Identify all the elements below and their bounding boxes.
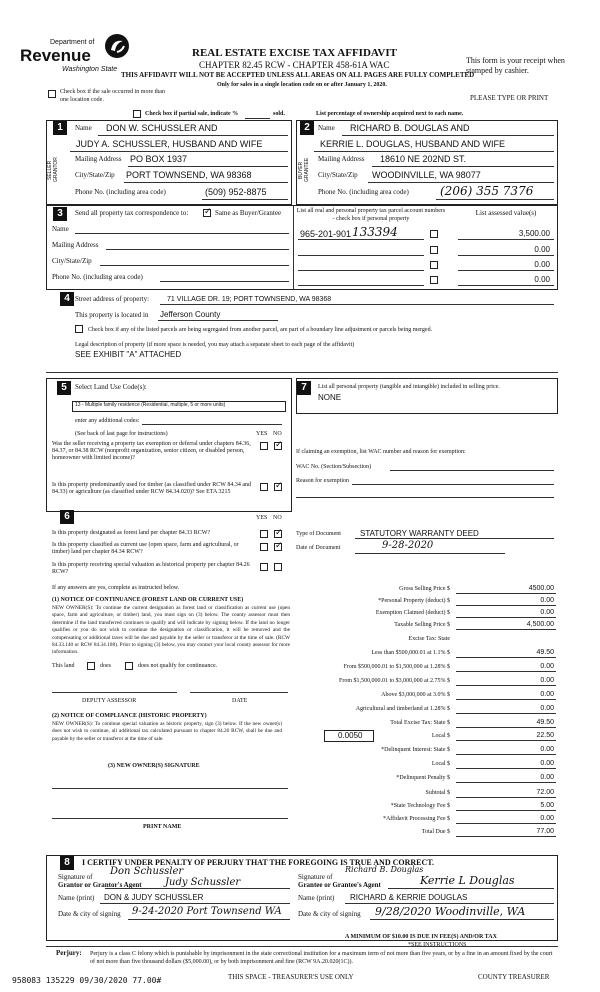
buyer-name-2[interactable]: KERRIE L. DOUGLAS, HUSBAND AND WIFE [320, 139, 506, 149]
legal-label: Legal description of property (if more space is needed, you may attach a separate sheet to each page of the affidavit) [75, 342, 355, 348]
grantee-signature-2[interactable]: Kerrie L Douglas [420, 874, 515, 887]
tax-row-value[interactable]: 72.00 [536, 789, 554, 796]
same-as-buyer-checkbox[interactable] [203, 209, 211, 217]
land-use-value: 13 - Multiple family residence (Residential, multiple, 5 or more units) [75, 402, 226, 408]
form-title: REAL ESTATE EXCISE TAX AFFIDAVIT [192, 47, 397, 59]
grantor-name-print-label: Name (print) [58, 894, 95, 902]
s6-q2-yes[interactable] [260, 543, 268, 551]
treasurer-space: THIS SPACE - TREASURER'S USE ONLY [228, 973, 354, 981]
doc-type-value[interactable]: STATUTORY WARRANTY DEED [360, 529, 479, 538]
send-correspondence-label: Send all property tax correspondence to: [75, 209, 189, 217]
tax-row-label: *State Technology Fee $ [390, 803, 450, 809]
multi-location-label: Check box if the sale occurred in more than one location code. [60, 89, 165, 103]
tax-row-value[interactable]: 0.00 [540, 677, 554, 684]
tax-row-value[interactable]: 22.50 [536, 732, 554, 739]
seller-mailing[interactable]: PO BOX 1937 [130, 154, 188, 164]
buyer-mailing[interactable]: 18610 NE 202ND ST. [380, 154, 467, 164]
perjury-text: Perjury is a class C felony which is punishable by imprisonment in the state correctional institution for a maximum term of not more than five years, or by a fine in an amount fixed by the court of not more than five thousand dollars ($5,000.00), or by both imprisonment and fine (RCW 9A.20.020(1C)). [90, 951, 553, 965]
s3-city-label: City/State/Zip [52, 257, 92, 265]
does-not-label: does not qualify for continuance. [138, 663, 218, 669]
pct-note: List percentage of ownership acquired next to each name. [316, 111, 464, 117]
assessor-date-label: DATE [232, 698, 248, 704]
please-type: PLEASE TYPE OR PRINT [470, 94, 549, 102]
assessed-value-3[interactable]: 0.00 [534, 260, 550, 269]
parcel-3-personal-checkbox[interactable] [430, 261, 438, 269]
parcel-4-personal-checkbox[interactable] [430, 276, 438, 284]
s6-no-header: NO [273, 515, 282, 521]
personal-property-value[interactable]: NONE [318, 393, 342, 402]
grantor-name-print[interactable]: DON & JUDY SCHUSSLER [104, 893, 204, 902]
local-rate[interactable]: 0.0050 [338, 731, 363, 740]
land-does-not-checkbox[interactable] [125, 662, 133, 670]
buyer-city[interactable]: WOODINVILLE, WA 98077 [372, 170, 481, 180]
parcel-1-handwritten[interactable]: 133394 [352, 225, 398, 239]
tax-row-value[interactable]: 0.00 [540, 597, 554, 604]
seller-phone-label: Phone No. (including area code) [75, 188, 166, 196]
tax-row-label: Local $ [431, 733, 450, 739]
tax-row-label: Total Excise Tax: State $ [390, 720, 450, 726]
s6-q3-yes[interactable] [260, 563, 268, 571]
section-6-number: 6 [60, 510, 74, 524]
grantor-sig-label: Signature of [58, 873, 93, 881]
see-back-label: (See back of last page for instructions) [75, 431, 168, 437]
assessed-value-2[interactable]: 0.00 [534, 245, 550, 254]
s5-yes-header: YES [256, 431, 268, 437]
buyer-name-1[interactable]: RICHARD B. DOUGLAS AND [350, 123, 470, 133]
new-owner-signature-label: (3) NEW OWNER(S) SIGNATURE [108, 763, 200, 769]
reason-label: Reason for exemption [296, 478, 349, 484]
section-3-number: 3 [53, 207, 67, 221]
tax-row-label: Taxable Selling Price $ [394, 622, 450, 628]
grantee-signature-1[interactable]: Richard B. Douglas [345, 865, 424, 874]
section-4-number: 4 [60, 292, 74, 306]
section-8-number: 8 [60, 856, 74, 870]
certify-statement: I CERTIFY UNDER PENALTY OF PERJURY THAT THE FOREGOING IS TRUE AND CORRECT. [82, 858, 435, 867]
does-label: does [100, 663, 111, 669]
s6-q2-no[interactable] [274, 543, 282, 551]
county-treasurer: COUNTY TREASURER [478, 973, 550, 981]
county[interactable]: Jefferson County [160, 310, 221, 319]
doc-type-label: Type of Document [296, 531, 341, 537]
notice-2-title: (2) NOTICE OF COMPLIANCE (HISTORIC PROPERTY) [52, 713, 207, 719]
s6-q3: Is this property receiving special valuation as historical property per chapter 84.26 RCW? [52, 562, 250, 575]
tax-row-label: *Affidavit Processing Fee $ [382, 816, 450, 822]
notice-2-body: NEW OWNER(S): To continue special valuation as historic property, sign (3) below. If the new owner(s) does not wish to continue, all additional tax calculated pursuant to chapter 84.26 RCW, shall be due and payable by the seller or transferor at the time of sale. [52, 721, 282, 742]
buyer-phone-label: Phone No. (including area code) [318, 188, 409, 196]
grantee-name-print[interactable]: RICHARD & KERRIE DOUGLAS [350, 893, 468, 902]
parcel-2-personal-checkbox[interactable] [430, 246, 438, 254]
perjury-label: Perjury: [56, 949, 82, 957]
receipt-note: This form is your receipt when stamped by cashier. [466, 56, 565, 75]
assessed-value-1[interactable]: 3,500.00 [518, 229, 550, 238]
this-land-label: This land [52, 663, 75, 669]
seller-phone[interactable]: (509) 952-8875 [205, 187, 267, 197]
buyer-city-label: City/State/Zip [318, 171, 358, 179]
section-5-number: 5 [57, 381, 71, 395]
s5-q2-no[interactable] [274, 483, 282, 491]
buyer-phone[interactable]: (206) 355 7376 [440, 184, 534, 198]
s3-phone-label: Phone No. (including area code) [52, 273, 143, 281]
form-only-for: Only for sales in a single location code on or after January 1, 2020. [217, 82, 387, 88]
grantor-signature-2[interactable]: Judy Schussler [165, 877, 241, 888]
tax-row-label: Subtotal $ [425, 790, 450, 796]
tax-row-label: Exemption Claimed (deduct) $ [375, 610, 450, 616]
grantee-sig-label: Signature of [298, 873, 333, 881]
tax-row-label: Total Due $ [421, 829, 450, 835]
s5-q2: Is this property predominantly used for timber (as classified under RCW 84.34 and 84.33) or agriculture (as classified under RCW 84.34.020)? See ETA 3215 [52, 482, 252, 495]
additional-codes-label: enter any additional codes: [75, 418, 140, 424]
tax-row-label: From $1,500,000.01 to $3,000,000 at 2.75% $ [339, 678, 450, 684]
parcel-1[interactable]: 965-201-901 [300, 229, 352, 239]
section-1-number: 1 [53, 121, 67, 135]
grantee-date-label: Date & city of signing [298, 910, 361, 918]
buyer-side-label: BUYER GRANTEE [298, 157, 310, 183]
dept-label: Department of [50, 39, 95, 46]
parcel-1-personal-checkbox[interactable] [430, 230, 438, 238]
seller-side-label: SELLER GRANTOR [47, 157, 59, 183]
tax-row-value[interactable]: 0.00 [540, 774, 554, 781]
assessed-header: List assessed value(s) [475, 209, 537, 217]
print-name-label: PRINT NAME [143, 824, 182, 830]
tax-row-value[interactable]: 0.00 [540, 691, 554, 698]
s5-q1-yes[interactable] [260, 442, 268, 450]
grantee-name-print-label: Name (print) [298, 894, 335, 902]
grantor-date-label: Date & city of signing [58, 910, 121, 918]
s3-mailing-label: Mailing Address [52, 241, 99, 249]
tax-row-value[interactable]: 77.00 [536, 828, 554, 835]
minimum-note: A MINIMUM OF $10.00 IS DUE IN FEE(S) AND/OR TAX [345, 934, 497, 940]
grantor-agent-label: Grantor or Grantor's Agent [58, 881, 142, 889]
s6-q3-no[interactable] [274, 563, 282, 571]
tax-row-label: Excise Tax: State [408, 636, 450, 642]
s6-q2: Is this property classified as current use (open space, farm and agricultural, or timber) land per chapter 84.34 RCW? [52, 542, 239, 555]
seller-name-1[interactable]: DON W. SCHUSSLER AND [106, 123, 218, 133]
parcel-header: List all real and personal property tax parcel account numbers - check box if personal property [296, 208, 446, 222]
wac-label: WAC No. (Section/Subsection) [296, 464, 372, 470]
grantor-date-city[interactable]: 9-24-2020 Port Townsend WA [132, 906, 282, 917]
section-7-number: 7 [297, 381, 311, 395]
segregated-label: Check box if any of the listed parcels are being segregated from another parcel, are part of a boundary line adjustment or parcels being merged. [88, 327, 433, 333]
see-instructions: *SEE INSTRUCTIONS [408, 942, 467, 948]
tax-row-label: *Delinquent Penalty $ [396, 775, 450, 781]
s5-no-header: NO [273, 431, 282, 437]
s6-yes-header: YES [256, 515, 268, 521]
tax-row-value[interactable]: 49.50 [536, 649, 554, 656]
s5-q1-no[interactable] [274, 442, 282, 450]
grantee-date-city[interactable]: 9/28/2020 Woodinville, WA [375, 905, 526, 918]
tax-row-value[interactable]: 0.00 [540, 663, 554, 670]
state-label: Washington State [62, 66, 118, 73]
exemption-label: If claiming an exemption, list WAC number and reason for exemption: [296, 449, 466, 455]
same-as-buyer-label: Same as Buyer/Grantee [215, 209, 282, 217]
grantor-signature-1[interactable]: Don Schussler [110, 866, 184, 877]
land-does-checkbox[interactable] [87, 662, 95, 670]
grantee-agent-label: Grantee or Grantee's Agent [298, 881, 381, 889]
tax-row-label: Less than $500,000.01 at 1.1% $ [371, 650, 450, 656]
tax-row-label: From $500,000.01 to $1,500,000 at 1.28% $ [343, 664, 450, 670]
tax-row-label: Local $ [431, 761, 450, 767]
tax-row-value[interactable]: 4,500.00 [526, 621, 554, 628]
seller-city-label: City/State/Zip [75, 171, 115, 179]
s5-q1: Was the seller receiving a property tax exemption or deferral under chapters 84.36, 84.37, or 84.38 RCW (nonprofit organization, senior citizen, or disabled person, homeowner with limited income)? [52, 441, 251, 461]
segregated-checkbox[interactable] [75, 325, 83, 333]
personal-property-label: List all personal property (tangible and intangible) included in selling price. [318, 384, 500, 390]
tax-row-value[interactable]: 0.00 [540, 705, 554, 712]
deputy-assessor-label: DEPUTY ASSESSOR [82, 698, 137, 704]
doc-date-value[interactable]: 9-28-2020 [382, 540, 434, 551]
located-label: This property is located in [75, 311, 149, 319]
land-use-label: Select Land Use Code(s): [75, 383, 147, 391]
s6-q1-yes[interactable] [260, 530, 268, 538]
s6-if-yes: If any answers are yes, complete as instructed below. [52, 585, 180, 591]
s5-q2-yes[interactable] [260, 483, 268, 491]
tax-row-label: *Delinquent Interest: State $ [381, 747, 450, 753]
legal-description[interactable]: SEE EXHIBIT "A" ATTACHED [75, 350, 182, 359]
revenue-logo-text: Revenue [20, 46, 91, 65]
doc-date-label: Date of Document [296, 545, 341, 551]
tax-row-label: *Personal Property (deduct) $ [378, 598, 450, 604]
notice-1-body: NEW OWNER(S): To continue the current designation as forest land or classification as current use (open space, farm and agriculture, or timber) land, you must sign on (3) below. The county assessor must then determine if the land transferred continues to qualify and will indicate by signing below. If the land no longer qualifies or you do not wish to continue the designation or classification, it will be removed and the compensating or additional taxes will be due and payable by the seller or transferor at the time of sale. (RCW 84.33.140 or RCW 84.34.108). Prior to signing (3) below, you may contact your local county assessor for more information. [52, 605, 290, 656]
revenue-logo-icon [104, 33, 130, 59]
tax-row-value[interactable]: 0.00 [540, 815, 554, 822]
seller-city[interactable]: PORT TOWNSEND, WA 98368 [126, 170, 252, 180]
tax-row-value[interactable]: 0.00 [540, 746, 554, 753]
seller-name-2[interactable]: JUDY A. SCHUSSLER, HUSBAND AND WIFE [76, 139, 263, 149]
tax-row-value[interactable]: 0.00 [540, 760, 554, 767]
form-subtitle: CHAPTER 82.45 RCW - CHAPTER 458-61A WAC [199, 60, 390, 70]
tax-row-value[interactable]: 5.00 [540, 802, 554, 809]
tax-row-value[interactable]: 49.50 [536, 719, 554, 726]
section-2-number: 2 [300, 121, 314, 135]
multi-location-checkbox[interactable] [48, 90, 56, 98]
notice-1-title: (1) NOTICE OF CONTINUANCE (FOREST LAND OR CURRENT USE) [52, 597, 244, 603]
tax-row-label: Agricultural and timberland at 1.28% $ [355, 706, 450, 712]
street-label: Street address of property: [75, 295, 150, 303]
s6-q1-no[interactable] [274, 530, 282, 538]
buyer-mailing-label: Mailing Address [318, 155, 365, 163]
s6-q1: Is this property designated as forest land per chapter 84.33 RCW? [52, 530, 211, 536]
seller-name-label: Name [75, 124, 92, 132]
tax-row-label: Above $3,000,000 at 3.0% $ [381, 692, 450, 698]
tax-row-value[interactable]: 0.00 [540, 609, 554, 616]
treasurer-stamp: 958083 135229 09/30/2020 77.00# [12, 976, 162, 985]
partial-sale-label: Check box if partial sale, indicate % [145, 111, 239, 117]
buyer-name-label: Name [318, 124, 335, 132]
partial-sale-checkbox[interactable] [133, 110, 141, 118]
sold-label: sold. [273, 111, 285, 117]
s3-name-label: Name [52, 225, 69, 233]
assessed-value-4[interactable]: 0.00 [534, 275, 550, 284]
tax-row-value[interactable]: 4500.00 [528, 585, 554, 592]
street-address[interactable]: 71 VILLAGE DR. 19; PORT TOWNSEND, WA 98368 [167, 296, 332, 303]
form-warning: THIS AFFIDAVIT WILL NOT BE ACCEPTED UNLESS ALL AREAS ON ALL PAGES ARE FULLY COMPLETED [121, 71, 475, 79]
tax-row-label: Gross Selling Price $ [399, 586, 450, 592]
seller-mailing-label: Mailing Address [75, 155, 122, 163]
